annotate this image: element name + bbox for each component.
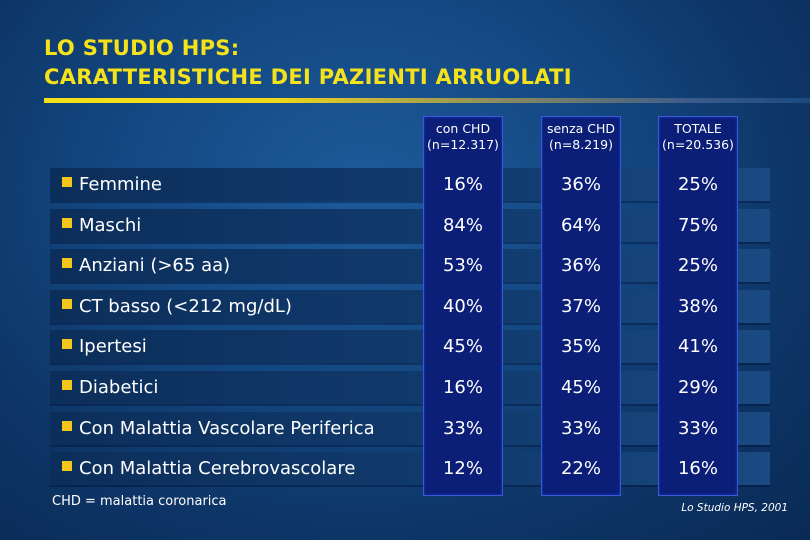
table-cell: 64% <box>560 215 601 236</box>
footnote: CHD = malattia coronarica <box>52 494 227 509</box>
square-bullet-icon <box>62 339 72 349</box>
table-cell: 25% <box>677 255 718 276</box>
square-bullet-icon <box>62 177 72 187</box>
square-bullet-icon <box>62 258 72 268</box>
table-cell: 45% <box>442 336 483 357</box>
row-label-text: Maschi <box>79 215 142 236</box>
column-header-n: (n=20.536) <box>662 137 734 152</box>
slide-title <box>44 34 572 92</box>
table-cell: 35% <box>560 336 601 357</box>
column-header-n: (n=8.219) <box>549 137 613 152</box>
row-label <box>62 168 162 201</box>
table-cell: 16% <box>442 377 483 398</box>
column-header-totale <box>658 121 738 153</box>
row-label <box>62 290 292 323</box>
table-cell: 29% <box>677 377 718 398</box>
row-label <box>62 412 375 445</box>
column-header-name: TOTALE <box>674 121 722 136</box>
table-cell: 16% <box>677 458 718 479</box>
table-cell: 33% <box>677 418 718 439</box>
table-cell: 53% <box>442 255 483 276</box>
row-label <box>62 249 230 282</box>
table-cell: 36% <box>560 255 601 276</box>
table-cell: 37% <box>560 296 601 317</box>
table-cell: 22% <box>560 458 601 479</box>
square-bullet-icon <box>62 299 72 309</box>
row-label-text: Con Malattia Cerebrovascolare <box>79 458 356 479</box>
row-label-text: Femmine <box>79 174 162 195</box>
table-cell: 33% <box>442 418 483 439</box>
square-bullet-icon <box>62 380 72 390</box>
square-bullet-icon <box>62 421 72 431</box>
title-line-1: LO STUDIO HPS: <box>44 36 240 60</box>
table-cell: 38% <box>677 296 718 317</box>
square-bullet-icon <box>62 461 72 471</box>
column-header-con-chd <box>423 121 503 153</box>
table-cell: 36% <box>560 174 601 195</box>
square-bullet-icon <box>62 218 72 228</box>
table-cell: 33% <box>560 418 601 439</box>
row-label-text: CT basso (<212 mg/dL) <box>79 296 292 317</box>
row-label-text: Diabetici <box>79 377 159 398</box>
source-citation: Lo Studio HPS, 2001 <box>681 502 788 514</box>
table-cell: 16% <box>442 174 483 195</box>
row-label-text: Anziani (>65 aa) <box>79 255 231 276</box>
table-cell: 40% <box>442 296 483 317</box>
row-label <box>62 209 141 242</box>
column-header-name: senza CHD <box>546 121 616 136</box>
row-label <box>62 330 147 363</box>
table-cell: 84% <box>442 215 483 236</box>
row-label-text: Ipertesi <box>79 336 147 357</box>
row-label <box>62 452 355 485</box>
column-header-name: con CHD <box>435 121 491 136</box>
table-cell: 25% <box>677 174 718 195</box>
column-header-n: (n=12.317) <box>427 137 499 152</box>
title-line-2: CARATTERISTICHE DEI PAZIENTI ARRUOLATI <box>44 65 572 89</box>
row-label <box>62 371 158 404</box>
title-underline <box>44 98 810 103</box>
table-cell: 75% <box>677 215 718 236</box>
table-cell: 41% <box>677 336 718 357</box>
row-label-text: Con Malattia Vascolare Periferica <box>79 418 375 439</box>
column-header-senza-chd <box>541 121 621 153</box>
table-cell: 12% <box>442 458 483 479</box>
table-cell: 45% <box>560 377 601 398</box>
